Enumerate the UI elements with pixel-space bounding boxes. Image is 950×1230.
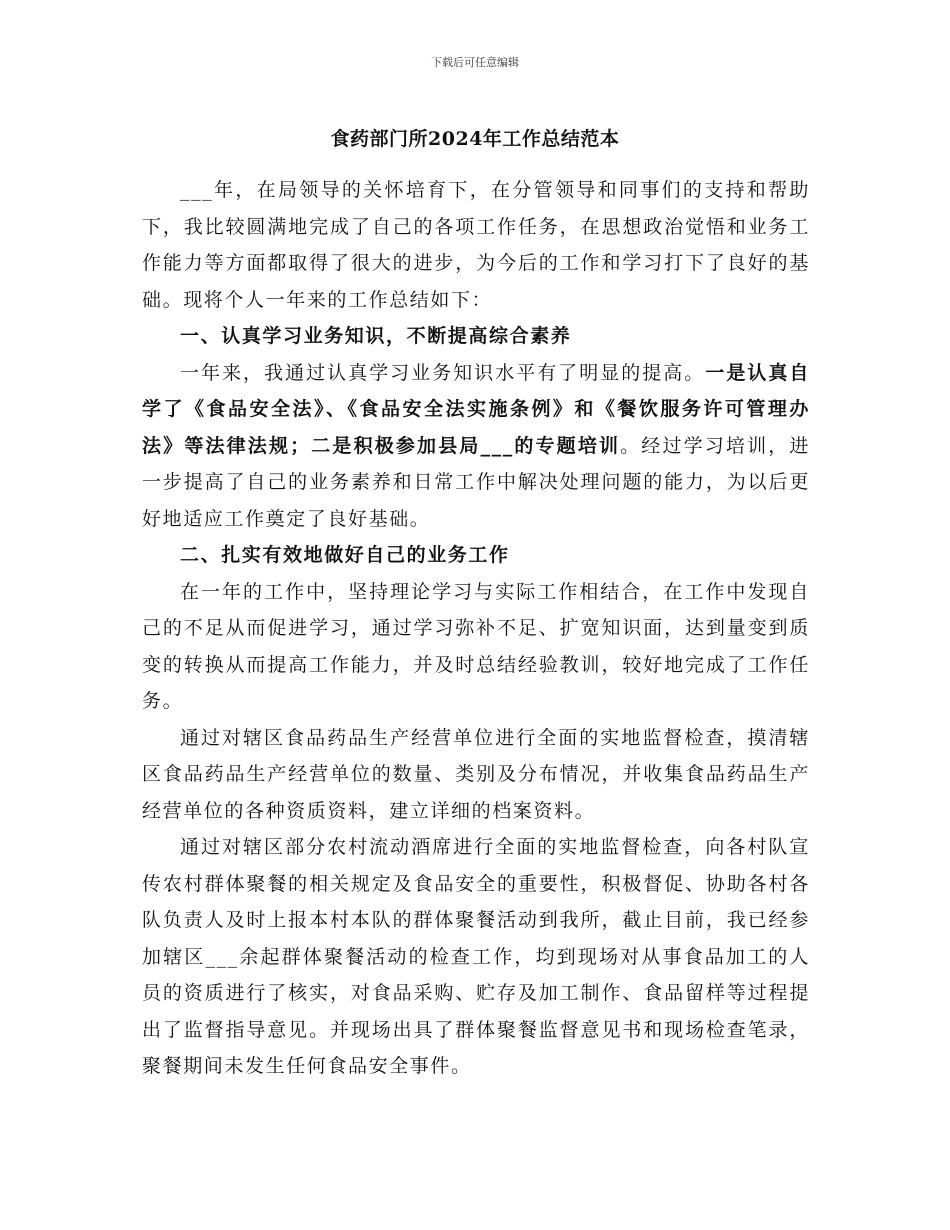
section-1-text-a: 一年来，我通过认真学习业务知识水平有了明显的提高。 [180, 361, 706, 384]
document-body [142, 172, 810, 1085]
section-1-text-b: 。经过学习培训，进一步提高了自己的业务素养和日常工作中解决处理问题的能力，为以后更好地适应工作奠定了良好基础。 [142, 434, 810, 530]
section-2-paragraph-2: 通过对辖区食品药品生产经营单位进行全面的实地监督检查，摸清辖区食品药品生产经营单位的数量、类别及分布情况，并收集食品药品生产经营单位的各种资质资料，建立详细的档案资料。 [142, 726, 810, 822]
section-2-paragraph-1: 在一年的工作中，坚持理论学习与实际工作相结合，在工作中发现自己的不足从而促进学习，通过学习弥补不足、扩宽知识面，达到量变到质变的转换从而提高工作能力，并及时总结经验教训，较好地完成了工作任务。 [142, 580, 810, 712]
intro-paragraph: ___年，在局领导的关怀培育下，在分管领导和同事们的支持和帮助下，我比较圆满地完成了自己的各项工作任务，在思想政治觉悟和业务工作能力等方面都取得了很大的进步，为今后的工作和学习打下了良好的基础。现将个人一年来的工作总结如下： [142, 179, 810, 311]
header-note: 下载后可任意编辑 [431, 56, 519, 69]
document-title: 食药部门所2024年工作总结范本 [330, 128, 620, 150]
section-2-paragraph-3: 通过对辖区部分农村流动酒席进行全面的实地监督检查，向各村队宣传农村群体聚餐的相关规定及食品安全的重要性，积极督促、协助各村各队负责人及时上报本村本队的群体聚餐活动到我所，截止目前，我已经参加辖区___余起群体聚餐活动的检查工作，均到现场对从事食品加工的人员的资质进行了核实，对食品采购、贮存及加工制作、食品留样等过程提出了监督指导意见。并现场出具了群体聚餐监督意见书和现场检查笔录，聚餐期间未发生任何食品安全事件。 [142, 836, 810, 1077]
section-1-paragraph [142, 355, 810, 538]
section-2-heading: 二、扎实有效地做好自己的业务工作 [180, 544, 510, 566]
section-1-heading: 一、认真学习业务知识，不断提高综合素养 [180, 325, 572, 347]
section-1-bold-text: 一是认真自学了《食品安全法》、《食品安全法实施条例》和《餐饮服务许可管理办法》等法律法规；二是积极参加县局___的专题培训 [142, 361, 810, 457]
